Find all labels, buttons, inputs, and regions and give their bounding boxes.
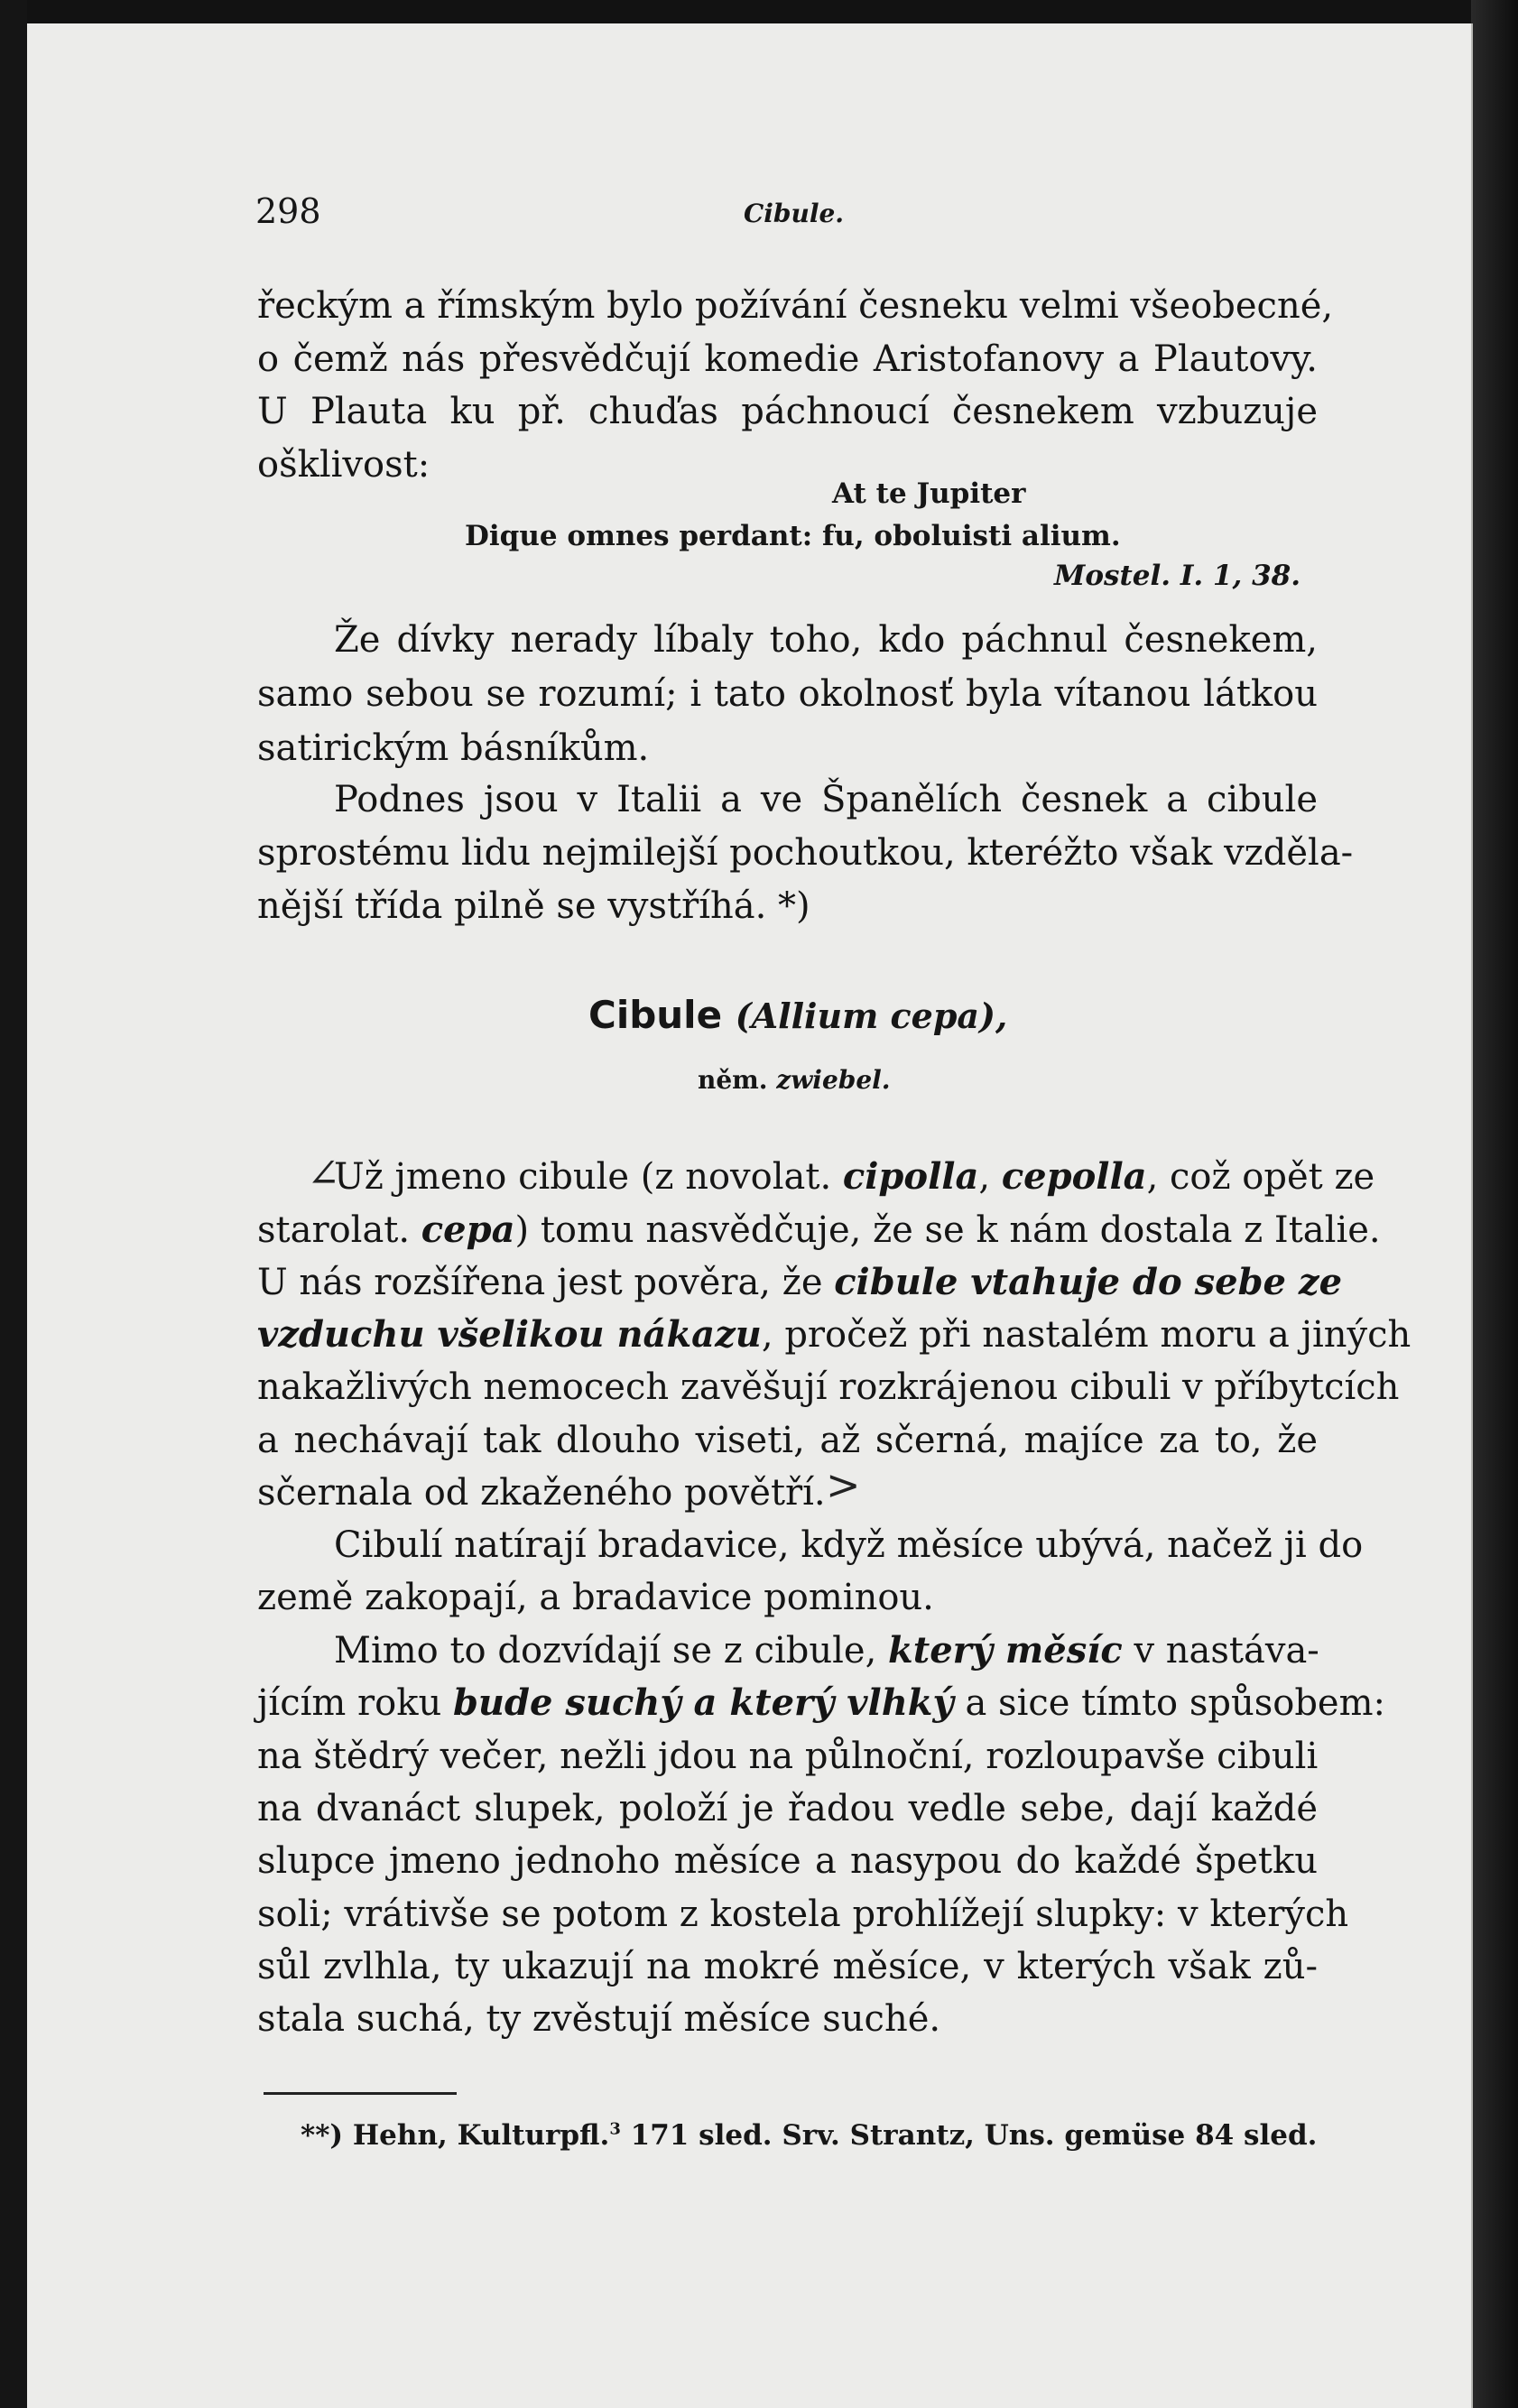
text-line: samo sebou se rozumí; i tato okolnosť byla vítanou látkou: [257, 673, 1318, 715]
text-line: a nechávají tak dlouho viseti, až sčerná, majíce za to, že: [257, 1420, 1318, 1461]
text-line: země zakopají, a bradavice pominou.: [257, 1577, 934, 1618]
text-line: nější třída pilně se vystříhá. *): [257, 885, 810, 927]
text-line: Už jmeno cibule (z novolat. cipolla, cepolla, což opět ze: [334, 1155, 1375, 1198]
text-line: řeckým a římským bylo požívání česneku velmi všeobecné,: [257, 285, 1334, 327]
text-line: ošklivost:: [257, 444, 430, 486]
text-line: stala suchá, ty zvěstují měsíce suché.: [257, 1998, 941, 2040]
text-line: slupce jmeno jednoho měsíce a nasypou do každé špetku: [257, 1840, 1318, 1882]
text-line: vzduchu všelikou nákazu, pročež při nastalém moru a jiných: [257, 1313, 1412, 1356]
text-line: Mimo to dozvídají se z cibule, který měsíc v nastáva-: [334, 1629, 1319, 1672]
text-line: soli; vrátivše se potom z kostela prohlížejí slupky: v kterých: [257, 1894, 1349, 1935]
german-prefix: něm.: [698, 1065, 768, 1095]
text-line: starolat. cepa) tomu nasvědčuje, že se k nám dostala z Italie.: [257, 1209, 1381, 1251]
footnote-text: Hehn, Kulturpfl.: [352, 2119, 610, 2152]
text-line: jícím roku bude suchý a který vlhký a sice tímto spůsobem:: [257, 1681, 1386, 1724]
scan-border-top: [0, 0, 1518, 23]
section-title: Cibule: [588, 993, 723, 1037]
german-word: zwiebel.: [776, 1065, 891, 1095]
quote-line: Dique omnes perdant: fu, oboluisti alium.: [465, 520, 1121, 552]
footnote-rule: [264, 2092, 457, 2095]
running-head: Cibule.: [744, 199, 845, 228]
text-line: Že dívky nerady líbaly toho, kdo páchnul česnekem,: [334, 619, 1318, 661]
text-line: satirickým básníkům.: [257, 727, 650, 769]
text-line: U nás rozšířena jest pověra, že cibule vtahuje do sebe ze: [257, 1261, 1343, 1303]
footnote-text: 171 sled. Srv. Strantz, Uns. gemüse 84 sled.: [630, 2119, 1318, 2152]
scan-border-left: [0, 0, 27, 2408]
text-line: Cibulí natírají bradavice, když měsíce ubývá, načež ji do: [334, 1524, 1364, 1566]
quote-line: At te Jupiter: [832, 477, 1026, 510]
text-line: sčernala od zkaženého povětří.: [257, 1472, 826, 1514]
pencil-mark-open: ∠: [307, 1151, 340, 1197]
text-line: o čemž nás přesvědčují komedie Aristofanovy a Plautovy.: [257, 338, 1318, 380]
text-line: na štědrý večer, nežli jdou na půlnoční, rozloupavše cibuli: [257, 1736, 1319, 1777]
text-line: U Plauta ku př. chuďas páchnoucí česnekem vzbuzuje: [257, 391, 1318, 432]
text-line: sůl zvlhla, ty ukazují na mokré měsíce, v kterých však zů-: [257, 1946, 1318, 1987]
section-german-name: [698, 1065, 891, 1095]
text-line: Podnes jsou v Italii a ve Španělích česnek a cibule: [334, 779, 1318, 820]
scan-border-right: [1471, 0, 1518, 2408]
footnote-superscript: 3: [609, 2119, 621, 2139]
footnote-mark: **): [301, 2119, 344, 2152]
text-line: na dvanáct slupek, položí je řadou vedle sebe, dají každé: [257, 1788, 1318, 1829]
footnote: [301, 2119, 1317, 2152]
text-line: sprostému lidu nejmilejší pochoutkou, kteréžto však vzděla-: [257, 832, 1354, 874]
text-line: nakažlivých nemocech zavěšují rozkrájenou cibuli v příbytcích: [257, 1366, 1400, 1408]
quote-source: Mostel. I. 1, 38.: [1054, 560, 1301, 592]
section-heading: [588, 993, 1007, 1037]
pencil-mark-close: >: [826, 1460, 861, 1509]
section-latin-name: (Allium cepa),: [735, 996, 1008, 1036]
page-number: 298: [255, 191, 321, 231]
